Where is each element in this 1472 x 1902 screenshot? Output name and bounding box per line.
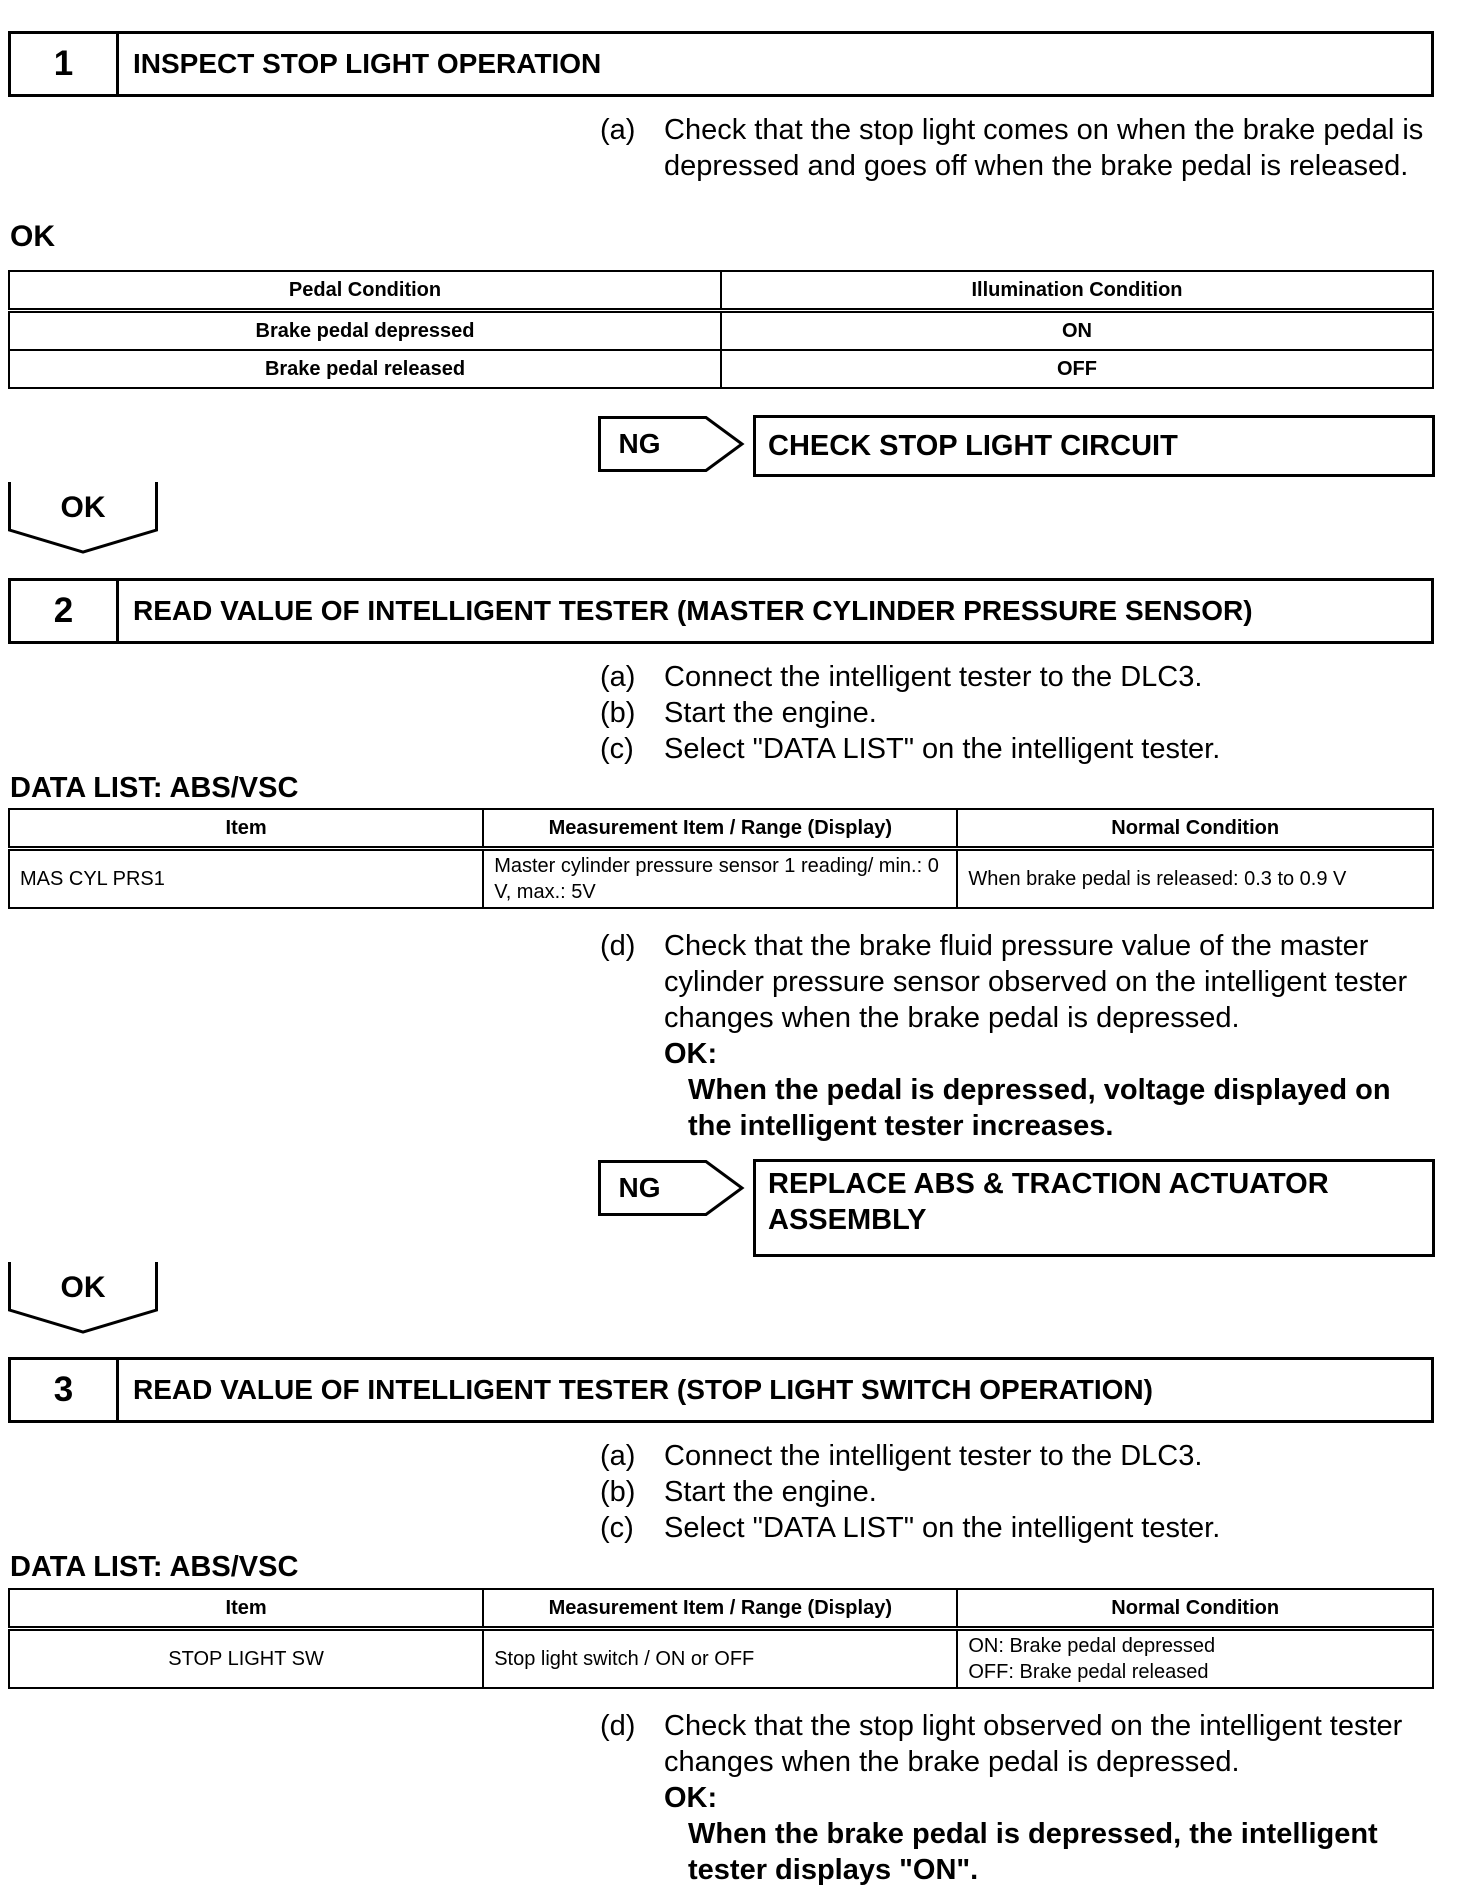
table-cell: Brake pedal released <box>9 350 721 388</box>
data-list-table <box>8 808 1434 909</box>
ok-flow-tag-1 <box>8 482 158 562</box>
data-list-label: DATA LIST: ABS/VSC <box>10 772 299 804</box>
data-list-label: DATA LIST: ABS/VSC <box>10 1551 299 1583</box>
ok-criteria: When the brake pedal is depressed, the intelligent tester displays "ON". <box>688 1818 1378 1886</box>
instruction-body <box>664 1708 1434 1888</box>
instruction-label: (a) <box>600 114 636 146</box>
instruction-text: Select "DATA LIST" on the intelligent tester. <box>664 1512 1221 1544</box>
ng-label: NG <box>598 416 678 472</box>
step-title: READ VALUE OF INTELLIGENT TESTER (STOP LIGHT SWITCH OPERATION) <box>133 1374 1153 1405</box>
ok-tag-label: OK <box>60 491 106 524</box>
step-2-header <box>8 578 1434 644</box>
table-row <box>9 311 1433 351</box>
table-cell: ON <box>721 311 1433 351</box>
instruction-d <box>600 928 1434 1144</box>
table-cell: Brake pedal depressed <box>9 311 721 351</box>
instruction-body <box>664 928 1434 1144</box>
instruction-b <box>600 695 1434 731</box>
table-cell <box>957 1629 1433 1689</box>
table-row <box>9 350 1433 388</box>
instruction-label: (d) <box>600 1710 636 1742</box>
instruction-text: Check that the stop light observed on the intelligent tester changes when the brake pedal is depressed. <box>664 1710 1403 1778</box>
instruction-text: Connect the intelligent tester to the DLC3. <box>664 661 1203 693</box>
instruction-c <box>600 1510 1434 1546</box>
instruction-text: Select "DATA LIST" on the intelligent tester. <box>664 733 1221 765</box>
step-2-instruction-d <box>600 928 1434 1144</box>
ng-result: REPLACE ABS & TRACTION ACTUATOR ASSEMBLY <box>753 1159 1435 1257</box>
step-3-header <box>8 1357 1434 1423</box>
step-3-instructions <box>600 1438 1434 1546</box>
pedal-illumination-table <box>8 270 1434 389</box>
table-cell: Stop light switch / ON or OFF <box>483 1629 957 1689</box>
instruction-label: (c) <box>600 1512 634 1544</box>
ng-arrow-icon <box>676 416 746 472</box>
instruction-a <box>600 659 1434 695</box>
table-cell: When brake pedal is released: 0.3 to 0.9 V <box>957 849 1433 909</box>
instruction-text: Check that the stop light comes on when the brake pedal is depressed and goes off when the brake pedal is released. <box>664 114 1424 182</box>
table-cell: STOP LIGHT SW <box>9 1629 483 1689</box>
table-header: Item <box>9 1589 483 1629</box>
table-header: Pedal Condition <box>9 271 721 311</box>
ng-label: NG <box>598 1160 678 1216</box>
instruction-label: (a) <box>600 661 636 693</box>
instruction-a <box>600 1438 1434 1474</box>
table-row <box>9 1629 1433 1689</box>
table-header: Normal Condition <box>957 809 1433 849</box>
step-2-instructions <box>600 659 1434 767</box>
ok-heading: OK: <box>664 1782 718 1814</box>
instruction-label: (d) <box>600 930 636 962</box>
step-number: 2 <box>11 581 119 641</box>
instruction-text: Check that the brake fluid pressure value of the master cylinder pressure sensor observed on the intelligent tester changes when the brake pedal is depressed. <box>664 930 1408 1034</box>
instruction-label: (a) <box>600 1440 636 1472</box>
instruction-b <box>600 1474 1434 1510</box>
normal-condition-on: ON: Brake pedal depressed <box>968 1635 1216 1657</box>
step-number: 3 <box>11 1360 119 1420</box>
ok-criteria: When the pedal is depressed, voltage displayed on the intelligent tester increases. <box>688 1074 1391 1142</box>
ok-flow-tag-2 <box>8 1262 158 1342</box>
table-header: Illumination Condition <box>721 271 1433 311</box>
table-cell: MAS CYL PRS1 <box>9 849 483 909</box>
instruction-c <box>600 731 1434 767</box>
step-1-header <box>8 31 1434 97</box>
ok-tag-label: OK <box>60 1271 106 1304</box>
table-header: Item <box>9 809 483 849</box>
table-cell: OFF <box>721 350 1433 388</box>
table-header: Normal Condition <box>957 1589 1433 1629</box>
step-number: 1 <box>11 34 119 94</box>
ng-arrow-icon <box>676 1160 746 1216</box>
instruction-label: (b) <box>600 697 636 729</box>
instruction-label: (c) <box>600 733 634 765</box>
data-list-table <box>8 1588 1434 1689</box>
step-3-instruction-d <box>600 1708 1434 1888</box>
instruction-a <box>600 112 1434 184</box>
step-title: READ VALUE OF INTELLIGENT TESTER (MASTER CYLINDER PRESSURE SENSOR) <box>133 595 1253 626</box>
instruction-text: Start the engine. <box>664 697 877 729</box>
ok-label: OK <box>10 220 55 253</box>
instruction-text: Connect the intelligent tester to the DLC3. <box>664 1440 1203 1472</box>
ng-result: CHECK STOP LIGHT CIRCUIT <box>753 415 1435 477</box>
instruction-text: Start the engine. <box>664 1476 877 1508</box>
instruction-d <box>600 1708 1434 1888</box>
table-row <box>9 849 1433 909</box>
normal-condition-off: OFF: Brake pedal released <box>968 1661 1209 1683</box>
instruction-label: (b) <box>600 1476 636 1508</box>
table-header: Measurement Item / Range (Display) <box>483 1589 957 1629</box>
step-1-instructions <box>600 112 1434 184</box>
table-header: Measurement Item / Range (Display) <box>483 809 957 849</box>
step-title: INSPECT STOP LIGHT OPERATION <box>133 48 602 79</box>
ok-heading: OK: <box>664 1038 718 1070</box>
table-cell: Master cylinder pressure sensor 1 reading/ min.: 0 V, max.: 5V <box>483 849 957 909</box>
